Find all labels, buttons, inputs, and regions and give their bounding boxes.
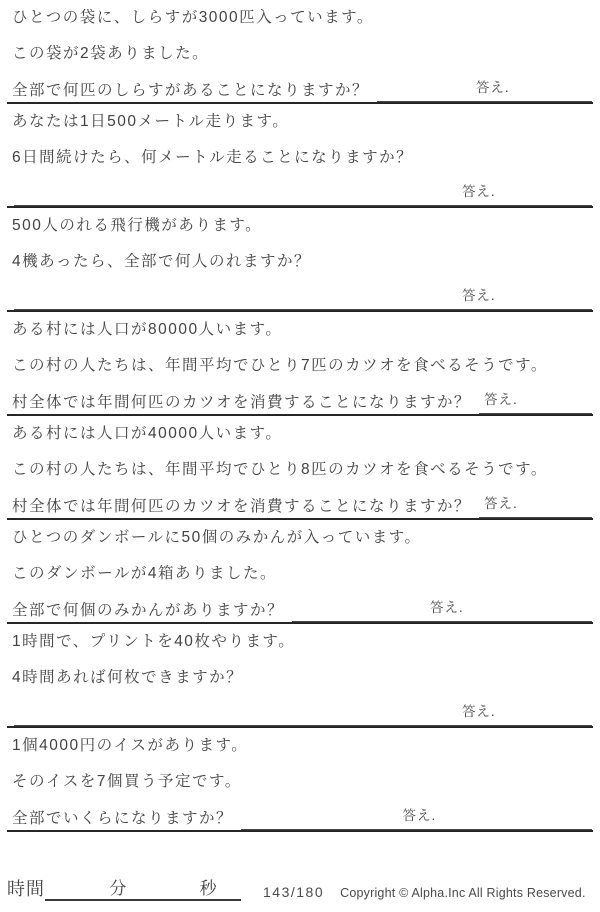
time-blank-line (45, 875, 241, 901)
answer-label: 答え. (461, 184, 496, 199)
minutes-label: 分 (109, 879, 127, 898)
question-answer-row (7, 599, 593, 622)
problem-question: 4機あったら、全部で何人のれますか？ (12, 253, 311, 270)
question-answer-row (7, 807, 593, 830)
answer-label: 答え. (475, 80, 510, 95)
answer-blank-line (292, 599, 592, 622)
problem-question: 4時間あれば何枚できますか？ (12, 669, 244, 686)
problem-question: 村全体では年間何匹のカツオを消費することになりますか？ (12, 394, 472, 411)
answer-blank-line (377, 79, 592, 102)
problem-question: 全部で何個のみかんがありますか？ (12, 602, 285, 619)
problem-block-8 (7, 728, 593, 832)
problem-question: 全部で何匹のしらすがあることになりますか？ (12, 82, 370, 99)
answer-label: 答え. (484, 392, 518, 407)
answer-blank-line (14, 183, 592, 206)
copyright-text: Copyright © Alpha.Inc All Rights Reserved. (340, 886, 586, 900)
answer-label: 答え. (461, 288, 496, 303)
answer-blank-line (479, 495, 592, 518)
problem-block-7 (7, 624, 593, 728)
problem-block-6 (7, 520, 593, 624)
answer-row (7, 183, 593, 206)
problem-statement: あなたは1日500メートル走ります。 (12, 113, 290, 130)
seconds-label: 秒 (199, 879, 217, 898)
answer-label: 答え. (484, 496, 518, 511)
problem-block-1 (7, 0, 593, 104)
problem-statement: ある村には人口が80000人います。 (12, 321, 283, 338)
question-answer-row (7, 495, 593, 518)
question-answer-row (7, 391, 593, 414)
problem-statement: このダンボールが4箱ありました。 (12, 565, 277, 582)
problem-statement: そのイスを7個買う予定です。 (12, 773, 242, 790)
problem-statement: ある村には人口が40000人います。 (12, 425, 283, 442)
problem-statement: ひとつの袋に、しらすが3000匹入っています。 (12, 9, 374, 26)
problem-block-3 (7, 208, 593, 312)
problem-statement: 1時間で、プリントを40枚やります。 (12, 633, 296, 650)
problem-statement: 1個4000円のイスがあります。 (12, 737, 249, 754)
problem-statement: この村の人たちは、年間平均でひとり7匹のカツオを食べるそうです。 (12, 357, 548, 374)
answer-blank-line (14, 703, 592, 726)
problem-block-5 (7, 416, 593, 520)
problem-statement: 500人のれる飛行機があります。 (12, 217, 263, 234)
footer (7, 832, 593, 910)
problem-block-2 (7, 104, 593, 208)
time-label: 時間 (7, 879, 45, 899)
answer-blank-line (14, 287, 592, 310)
problem-block-4 (7, 312, 593, 416)
answer-label: 答え. (402, 808, 437, 823)
problem-question: 村全体では年間何匹のカツオを消費することになりますか？ (12, 498, 472, 515)
answer-label: 答え. (461, 704, 496, 719)
answer-row (7, 287, 593, 310)
problem-statement: この村の人たちは、年間平均でひとり8匹のカツオを食べるそうです。 (12, 461, 548, 478)
answer-blank-line (241, 807, 592, 830)
problem-question: 6日間続けたら、何メートル走ることになりますか？ (12, 149, 414, 166)
answer-row (7, 703, 593, 726)
question-answer-row (7, 79, 593, 102)
problem-statement: ひとつのダンボールに50個のみかんが入っています。 (12, 529, 422, 546)
answer-blank-line (479, 391, 592, 414)
problem-statement: この袋が2袋ありました。 (12, 45, 210, 62)
page-number: 143/180 (263, 884, 325, 900)
time-tracking-row (7, 875, 593, 901)
problem-question: 全部でいくらになりますか？ (12, 810, 234, 827)
answer-label: 答え. (430, 600, 464, 615)
